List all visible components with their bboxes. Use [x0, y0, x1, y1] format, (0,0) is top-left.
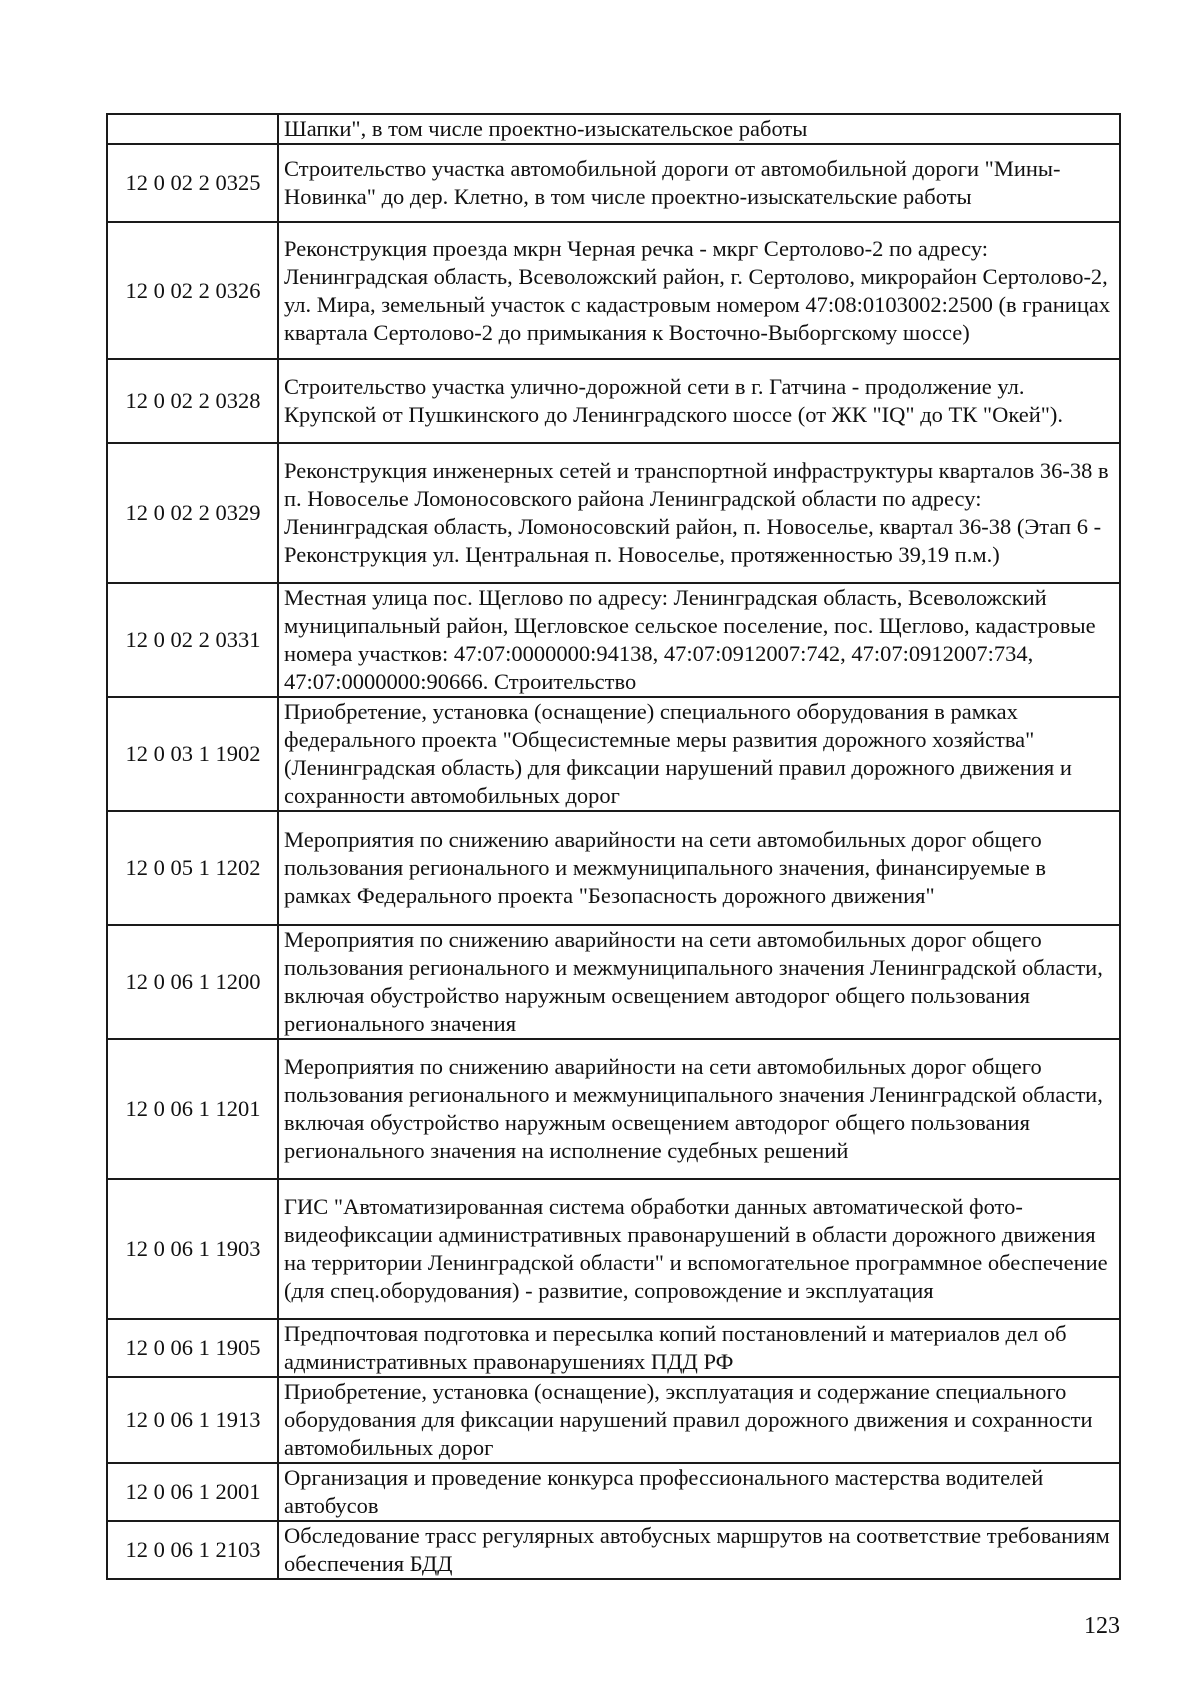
description-cell: ГИС "Автоматизированная система обработки данных автоматической фото-видеофиксации административных правонарушений в области дорожного движения на территории Ленинградской области" и вспомогательное программное обеспечение (для спец.оборудования) - развитие, сопровождение и эксплуатация [278, 1179, 1120, 1319]
description-cell: Реконструкция инженерных сетей и транспортной инфраструктуры кварталов 36-38 в п. Новоселье Ломоносовского района Ленинградской области по адресу: Ленинградская область, Ломоносовский район, п. Новоселье, квартал 36-38 (Этап 6 - Реконструкция ул. Центральная п. Новоселье, протяженностью 39,19 п.м.) [278, 443, 1120, 583]
table-row [107, 1319, 1120, 1377]
code-cell: 12 0 06 1 1201 [107, 1039, 278, 1179]
description-cell: Мероприятия по снижению аварийности на сети автомобильных дорог общего пользования регионального и межмуниципального значения Ленинградской области, включая обустройство наружным освещением автодорог общего пользования регионального значения [278, 925, 1120, 1039]
table-row [107, 443, 1120, 583]
table-row [107, 1463, 1120, 1521]
code-cell: 12 0 05 1 1202 [107, 811, 278, 925]
code-cell: 12 0 06 1 2103 [107, 1521, 278, 1579]
table-row [107, 811, 1120, 925]
description-cell: Шапки", в том числе проектно-изыскательское работы [278, 114, 1120, 144]
description-cell: Местная улица пос. Щеглово по адресу: Ленинградская область, Всеволожский муниципальный район, Щегловское сельское поселение, пос. Щеглово, кадастровые номера участков: 47:07:0000000:94138, 47:07:0912007:742, 47:07:0912007:734, 47:07:0000000:90666. Строительство [278, 583, 1120, 697]
description-cell: Предпочтовая подготовка и пересылка копий постановлений и материалов дел об административных правонарушениях ПДД РФ [278, 1319, 1120, 1377]
code-cell: 12 0 06 1 1903 [107, 1179, 278, 1319]
table-row [107, 1377, 1120, 1463]
description-cell: Организация и проведение конкурса профессионального мастерства водителей автобусов [278, 1463, 1120, 1521]
table-row [107, 1039, 1120, 1179]
description-cell: Мероприятия по снижению аварийности на сети автомобильных дорог общего пользования регионального и межмуниципального значения, финансируемые в рамках Федерального проекта "Безопасность дорожного движения" [278, 811, 1120, 925]
description-cell: Обследование трасс регулярных автобусных маршрутов на соответствие требованиям обеспечения БДД [278, 1521, 1120, 1579]
table-row [107, 144, 1120, 222]
code-cell: 12 0 06 1 2001 [107, 1463, 278, 1521]
page-number: 123 [1084, 1613, 1120, 1639]
code-cell: 12 0 06 1 1200 [107, 925, 278, 1039]
code-cell: 12 0 06 1 1905 [107, 1319, 278, 1377]
code-cell: 12 0 03 1 1902 [107, 697, 278, 811]
description-cell: Мероприятия по снижению аварийности на сети автомобильных дорог общего пользования регионального и межмуниципального значения Ленинградской области, включая обустройство наружным освещением автодорог общего пользования регионального значения на исполнение судебных решений [278, 1039, 1120, 1179]
table-row [107, 222, 1120, 359]
code-cell: 12 0 02 2 0328 [107, 359, 278, 443]
table-row [107, 697, 1120, 811]
table-row [107, 359, 1120, 443]
code-cell: 12 0 02 2 0326 [107, 222, 278, 359]
description-cell: Реконструкция проезда мкрн Черная речка - мкрг Сертолово-2 по адресу: Ленинградская область, Всеволожский район, г. Сертолово, микрорайон Сертолово-2, ул. Мира, земельный участок с кадастровым номером 47:08:0103002:2500 (в границах квартала Сертолово-2 до примыкания к Восточно-Выборгскому шоссе) [278, 222, 1120, 359]
table-row [107, 1521, 1120, 1579]
description-cell: Строительство участка улично-дорожной сети в г. Гатчина - продолжение ул. Крупской от Пушкинского до Ленинградского шоссе (от ЖК "IQ" до ТК "Окей"). [278, 359, 1120, 443]
table-row [107, 583, 1120, 697]
description-cell: Приобретение, установка (оснащение) специального оборудования в рамках федерального проекта "Общесистемные меры развития дорожного хозяйства" (Ленинградская область) для фиксации нарушений правил дорожного движения и сохранности автомобильных дорог [278, 697, 1120, 811]
description-cell: Строительство участка автомобильной дороги от автомобильной дороги "Мины-Новинка" до дер. Клетно, в том числе проектно-изыскательские работы [278, 144, 1120, 222]
code-cell [107, 114, 278, 144]
code-cell: 12 0 02 2 0325 [107, 144, 278, 222]
code-cell: 12 0 02 2 0331 [107, 583, 278, 697]
table-row [107, 925, 1120, 1039]
budget-code-table [106, 113, 1121, 1580]
description-cell: Приобретение, установка (оснащение), эксплуатация и содержание специального оборудования для фиксации нарушений правил дорожного движения и сохранности автомобильных дорог [278, 1377, 1120, 1463]
table-row [107, 114, 1120, 144]
code-cell: 12 0 02 2 0329 [107, 443, 278, 583]
table-row [107, 1179, 1120, 1319]
code-cell: 12 0 06 1 1913 [107, 1377, 278, 1463]
